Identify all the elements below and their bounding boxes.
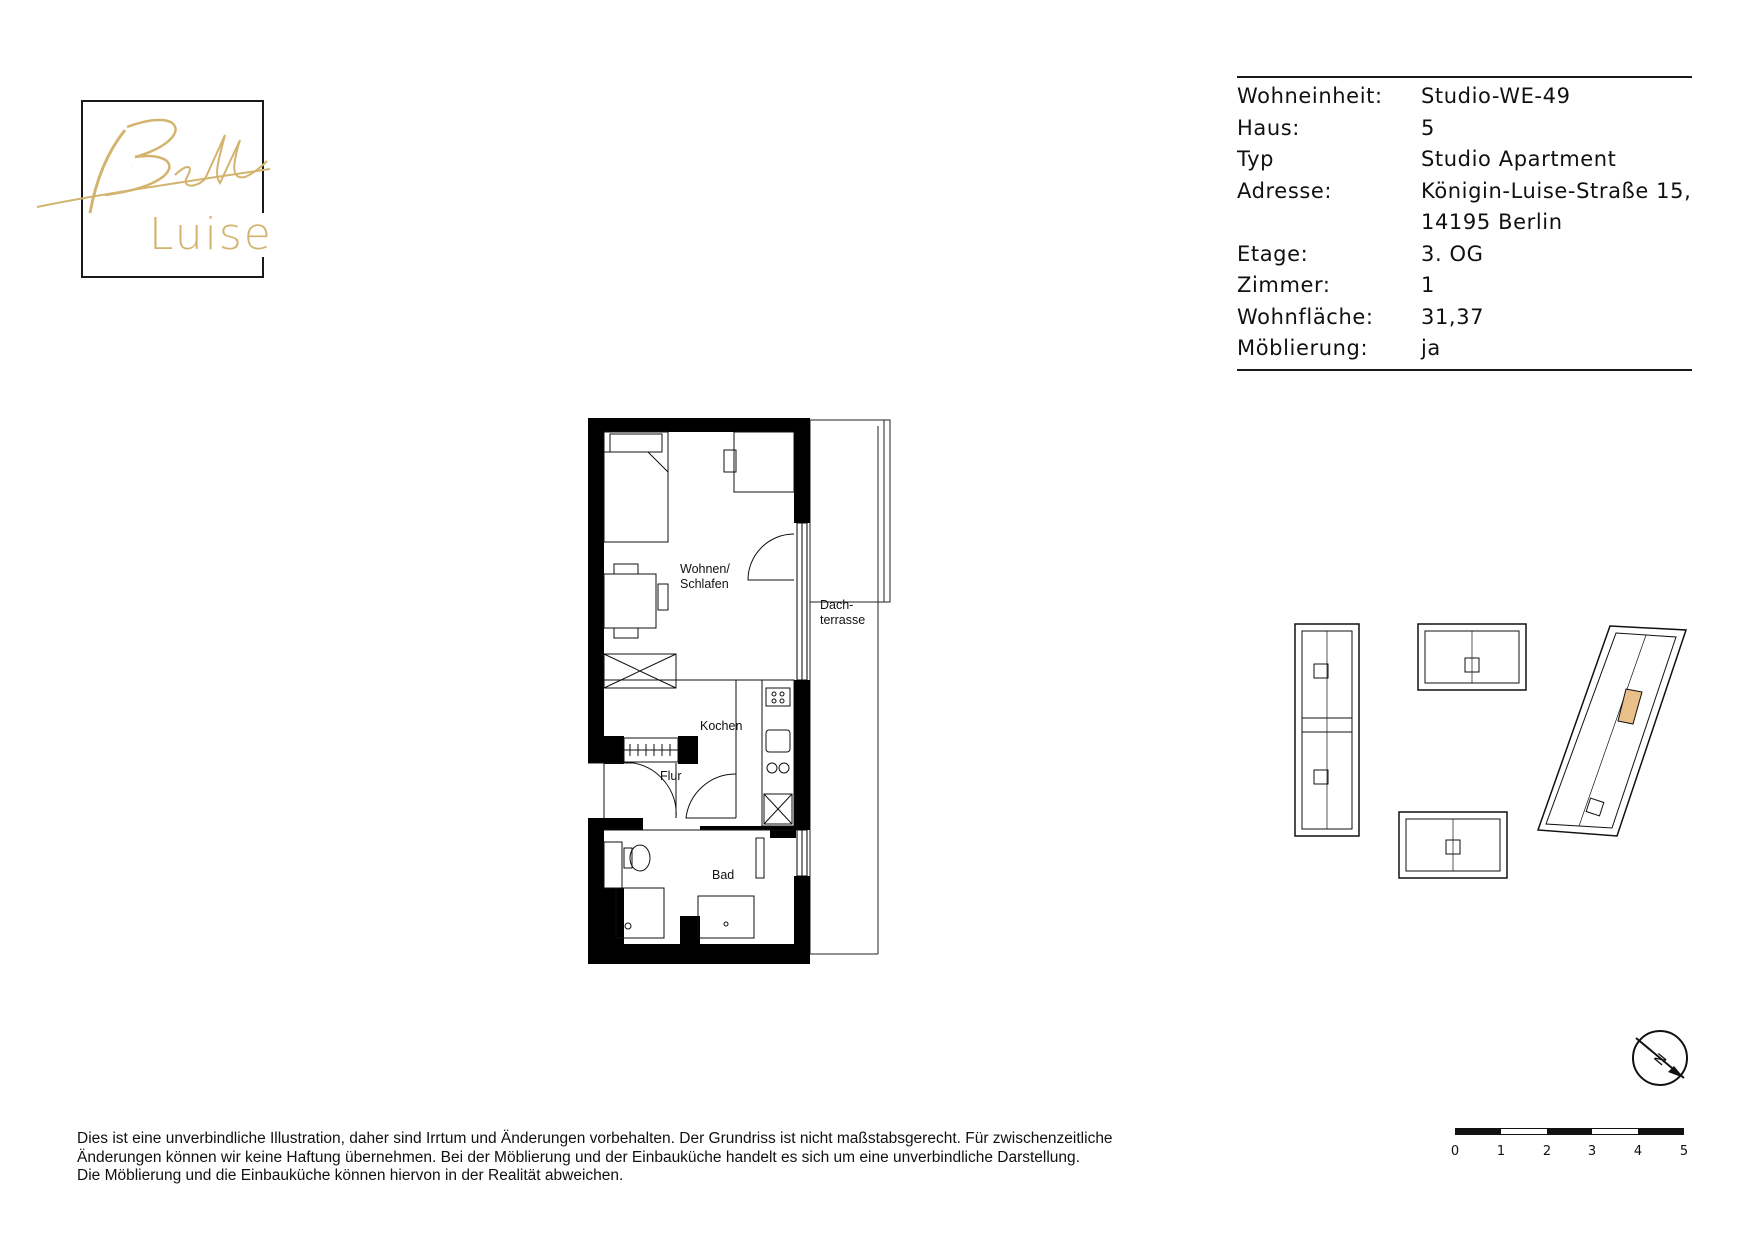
disclaimer-line: Die Möblierung und die Einbauküche können hiervon in der Realität abweichen.	[77, 1167, 624, 1184]
scale-bar-track	[1455, 1128, 1684, 1135]
highlighted-unit	[1618, 689, 1642, 724]
info-row	[1237, 239, 1692, 271]
disclaimer-line: Dies ist eine unverbindliche Illustration, daher sind Irrtum und Änderungen vorbehalten. Der Grundriss ist nicht maßstabsgerecht. Für zwischenzeitliche	[77, 1130, 1113, 1147]
info-row	[1237, 270, 1692, 302]
brand-logo	[35, 95, 275, 285]
info-label: Wohnfläche:	[1237, 304, 1374, 329]
info-row	[1237, 302, 1692, 334]
cooktop	[766, 688, 790, 706]
info-row	[1237, 113, 1692, 145]
washbasin	[698, 896, 754, 938]
room-label-kochen: Kochen	[700, 719, 743, 733]
info-row	[1237, 176, 1692, 239]
desk	[734, 432, 794, 492]
logo-word: Luise	[145, 213, 277, 257]
info-label: Adresse:	[1237, 178, 1333, 203]
scale-tick: 1	[1496, 1144, 1506, 1159]
info-label: Haus:	[1237, 115, 1300, 140]
scale-tick: 3	[1587, 1144, 1597, 1159]
kitchen-counter	[762, 680, 794, 826]
towel-rail	[756, 838, 764, 878]
info-label: Zimmer:	[1237, 273, 1331, 297]
info-bottom-rule	[1237, 369, 1692, 371]
north-arrow-icon	[1630, 1028, 1692, 1090]
north-label: N	[1651, 1050, 1671, 1070]
site-buildings	[1295, 624, 1686, 878]
scale-tick: 4	[1633, 1144, 1643, 1159]
toilet	[630, 845, 650, 871]
walls	[588, 418, 810, 964]
room-label-wohnen-2: Schlafen	[680, 577, 729, 591]
info-row	[1237, 333, 1692, 365]
info-row	[1237, 144, 1692, 176]
logo-script-text: Belle	[131, 167, 134, 168]
room-label-dach-1: Dach-	[820, 598, 854, 612]
furniture	[604, 432, 794, 938]
sink	[766, 730, 790, 752]
pillow	[610, 434, 662, 452]
bed	[604, 432, 668, 542]
info-label: Typ	[1237, 147, 1275, 171]
info-value: Studio-WE-49	[1421, 84, 1571, 108]
info-value: 5	[1421, 115, 1435, 140]
room-label-wohnen-1: Wohnen/	[680, 562, 730, 576]
disclaimer	[77, 1130, 1317, 1186]
unit-info-table	[1237, 76, 1692, 371]
info-value: Königin-Luise-Straße 15, 14195 Berlin	[1421, 178, 1692, 234]
room-label-flur: Flur	[660, 769, 682, 783]
room-label-bad: Bad	[712, 868, 735, 882]
info-value: Studio Apartment	[1421, 147, 1617, 171]
info-value: 31,37	[1421, 304, 1485, 329]
dining-table	[604, 574, 656, 628]
chair-bottom	[614, 628, 638, 638]
info-label: Möblierung:	[1237, 336, 1369, 360]
info-value: 1	[1421, 273, 1435, 297]
info-label: Etage:	[1237, 241, 1309, 266]
info-rows	[1237, 78, 1692, 369]
terrace	[810, 420, 890, 954]
scale-tick: 2	[1542, 1144, 1552, 1159]
chair-top	[614, 564, 638, 574]
info-row	[1237, 81, 1692, 113]
scale-tick: 5	[1679, 1144, 1689, 1159]
info-value: 3. OG	[1421, 241, 1484, 266]
floor-plan	[588, 418, 933, 968]
disclaimer-line: Änderungen können wir keine Haftung übernehmen. Bei der Möblierung und der Einbauküche handelt es sich um eine unverbindliche Darstellung.	[77, 1148, 1080, 1166]
scale-tick: 0	[1450, 1144, 1460, 1159]
info-value: ja	[1421, 336, 1441, 360]
site-key-plan	[1290, 620, 1690, 895]
room-label-dach-2: terrasse	[820, 613, 866, 627]
scale-bar	[1452, 1128, 1692, 1168]
chair-right	[658, 584, 668, 610]
info-label: Wohneinheit:	[1237, 84, 1383, 108]
